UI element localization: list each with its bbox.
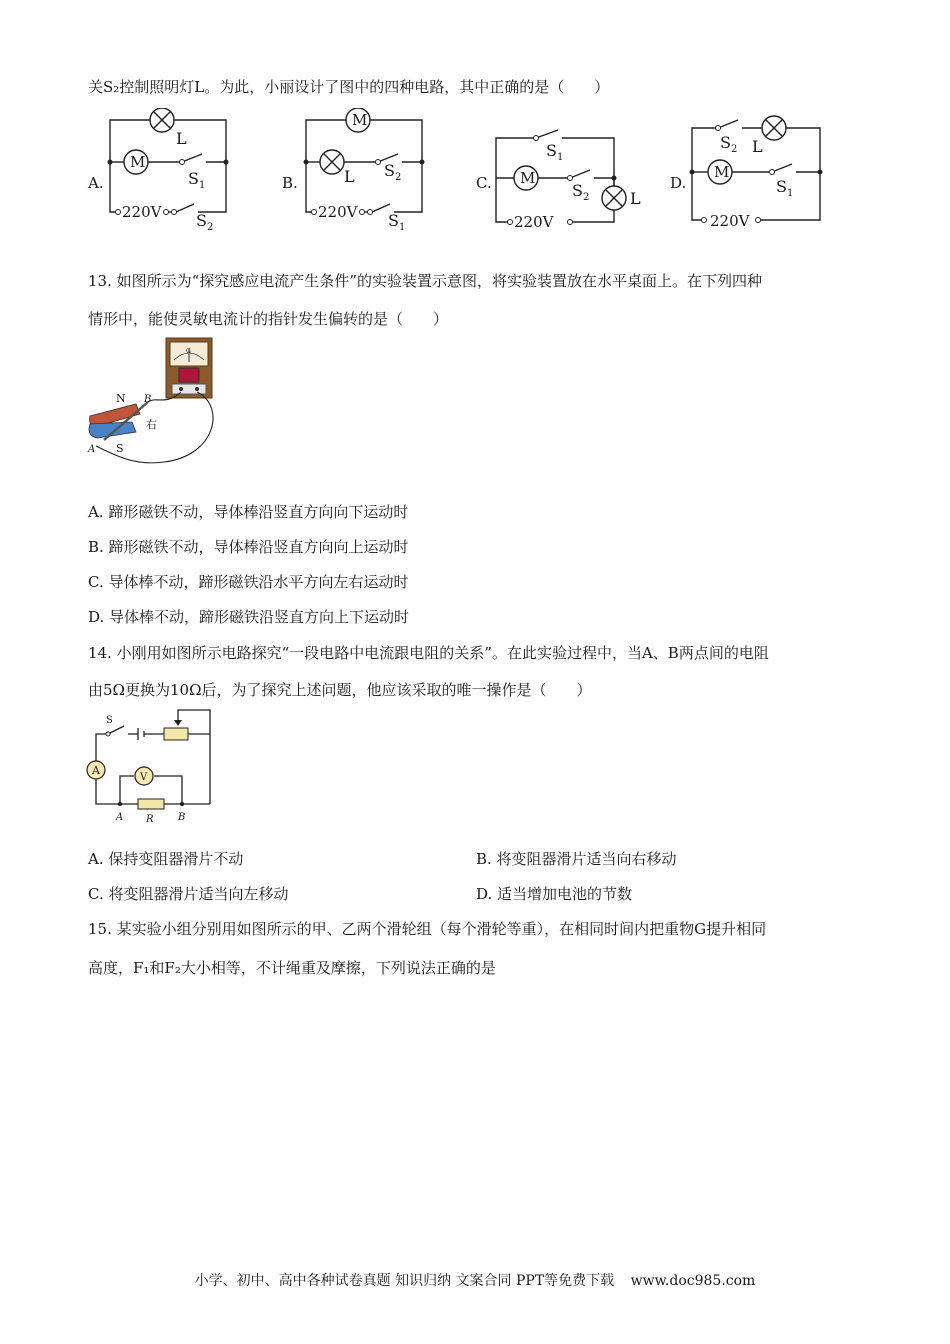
q13-option-b[interactable]: B. 蹄形磁铁不动，导体棒沿竖直方向向上运动时 (88, 538, 409, 556)
svg-text:1: 1 (399, 222, 406, 233)
q12-text: 关S₂控制照明灯L。为此，小丽设计了图中的四种电路，其中正确的是（ ） (88, 78, 610, 96)
svg-text:G: G (186, 348, 191, 355)
svg-text:A: A (92, 764, 100, 777)
svg-text:S: S (720, 133, 731, 152)
q14-option-d[interactable]: D. 适当增加电池的节数 (476, 885, 633, 903)
svg-text:V: V (140, 772, 148, 783)
svg-text:S: S (572, 181, 583, 200)
svg-text:2: 2 (207, 222, 214, 233)
svg-text:S: S (188, 169, 199, 188)
svg-text:L: L (344, 167, 355, 186)
svg-text:S: S (388, 211, 399, 230)
q14-option-a[interactable]: A. 保持变阻器滑片不动 (88, 850, 244, 868)
q15-line2: 高度，F₁和F₂大小相等，不计绳重及摩擦，下列说法正确的是 (88, 959, 496, 977)
q13-option-d[interactable]: D. 导体棒不动，蹄形磁铁沿竖直方向上下运动时 (88, 608, 410, 626)
q14-line2: 由5Ω更换为10Ω后，为了探究上述问题，他应该采取的唯一操作是（ ） (88, 681, 592, 699)
svg-text:1: 1 (787, 188, 794, 199)
q14-option-c[interactable]: C. 将变阻器滑片适当向左移动 (88, 885, 289, 903)
svg-text:N: N (116, 392, 126, 405)
q15-line1: 15. 某实验小组分别用如图所示的甲、乙两个滑轮组（每个滑轮等重），在相同时间内把重物G提升相同 (88, 920, 767, 938)
q14-line1: 14. 小刚用如图所示电路探究“一段电路中电流跟电阻的关系”。在此实验过程中，当A、B两点间的电阻 (88, 644, 769, 662)
q14-circuit-figure (86, 706, 218, 826)
footer-text: 小学、初中、高中各种试卷真题 知识归纳 文案合同 PPT等免费下载 (194, 1273, 615, 1289)
q13-option-c[interactable]: C. 导体棒不动，蹄形磁铁沿水平方向左右运动时 (88, 573, 409, 591)
svg-text:220V: 220V (122, 203, 162, 221)
svg-text:M: M (714, 163, 730, 181)
lamp-icon (150, 108, 174, 132)
svg-text:1: 1 (199, 180, 206, 191)
footer-url[interactable]: www.doc985.com (630, 1273, 756, 1289)
page-footer (0, 1270, 950, 1290)
svg-text:右: 右 (146, 418, 157, 431)
svg-text:B: B (178, 812, 186, 823)
q12-option-b[interactable]: B. (282, 174, 298, 192)
svg-text:L: L (630, 189, 641, 208)
q12-option-a[interactable]: A. (88, 174, 104, 192)
svg-text:2: 2 (395, 172, 402, 183)
svg-text:L: L (176, 129, 187, 148)
motor-label: M (130, 153, 146, 171)
svg-text:M: M (352, 111, 368, 129)
svg-text:220V: 220V (514, 213, 554, 231)
svg-text:S: S (546, 141, 557, 160)
svg-text:S: S (116, 442, 124, 455)
svg-text:2: 2 (583, 192, 590, 203)
svg-text:L: L (752, 137, 763, 156)
q12-circuits (86, 108, 846, 236)
svg-text:R: R (146, 814, 154, 825)
svg-text:A: A (88, 444, 96, 455)
svg-text:A: A (116, 812, 124, 823)
svg-text:S: S (776, 177, 787, 196)
q14-option-b[interactable]: B. 将变阻器滑片适当向右移动 (476, 850, 677, 868)
svg-text:S: S (384, 161, 395, 180)
svg-text:S: S (196, 211, 207, 230)
svg-text:220V: 220V (318, 203, 358, 221)
q13-apparatus-figure (86, 336, 226, 468)
svg-text:M: M (520, 169, 536, 187)
svg-text:B: B (144, 394, 152, 405)
svg-text:1: 1 (557, 152, 564, 163)
q13-option-a[interactable]: A. 蹄形磁铁不动，导体棒沿竖直方向向下运动时 (88, 503, 409, 521)
svg-text:S: S (106, 715, 113, 726)
svg-text:220V: 220V (710, 212, 750, 230)
galvanometer-icon (166, 338, 212, 398)
horseshoe-magnet-icon (89, 404, 140, 438)
svg-text:2: 2 (731, 144, 738, 155)
q13-line1: 13. 如图所示为“探究感应电流产生条件”的实验装置示意图，将实验装置放在水平桌面上。在下列四种 (88, 272, 762, 290)
q12-option-c[interactable]: C. (476, 174, 492, 192)
q12-option-d[interactable]: D. (670, 174, 687, 192)
q13-line2: 情形中，能使灵敏电流计的指针发生偏转的是（ ） (88, 310, 449, 328)
